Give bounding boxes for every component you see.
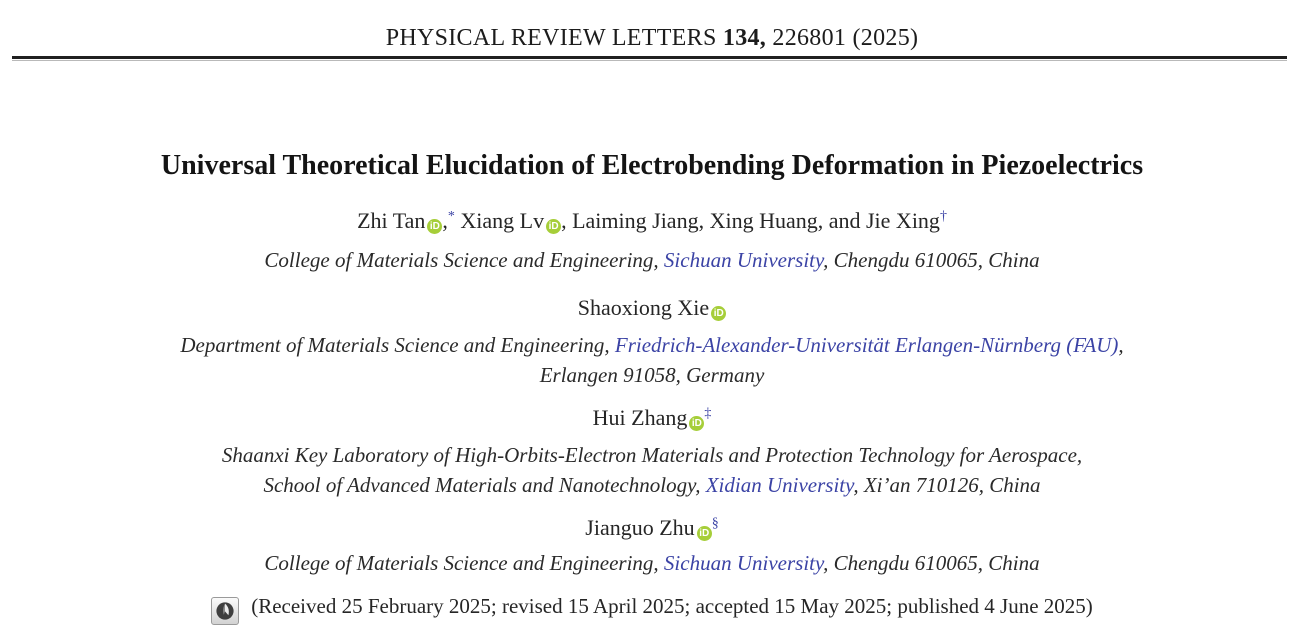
journal-article-number: 226801 (2025) [766, 25, 919, 51]
affiliation-text: School of Advanced Materials and Nanotechnology, [263, 473, 706, 497]
orcid-icon[interactable]: iD [697, 526, 712, 541]
affiliation-text: College of Materials Science and Engineering, [264, 248, 664, 272]
history-text: (Received 25 February 2025; revised 15 April 2025; accepted 15 May 2025; published 4 June 2025) [251, 594, 1093, 618]
affiliation-3-line-2 [0, 470, 1304, 500]
chorus-icon[interactable] [211, 597, 239, 625]
author-name: Xiang Lv [454, 208, 545, 233]
footnote-section-link[interactable]: § [711, 516, 719, 531]
affiliation-text: , [1118, 333, 1124, 357]
affiliation-4 [0, 548, 1304, 578]
author-byline-group-1 [0, 206, 1304, 236]
affiliation-2-line-1 [0, 330, 1304, 360]
paper-title: Universal Theoretical Elucidation of Electrobending Deformation in Piezoelectrics [160, 150, 1144, 181]
affiliation-2-line-2: Erlangen 91058, Germany [539, 363, 765, 387]
affiliation-1 [0, 245, 1304, 275]
orcid-icon[interactable]: iD [546, 219, 561, 234]
institution-link[interactable]: Xidian University [705, 473, 854, 497]
footnote-dagger-link[interactable]: † [939, 209, 947, 224]
author-name: Shaoxiong Xie [577, 295, 710, 320]
journal-name: PHYSICAL REVIEW LETTERS [385, 25, 723, 51]
author-name: Zhi Tan [357, 208, 426, 233]
institution-link[interactable]: Friedrich-Alexander-Universität Erlangen-Nürnberg (FAU) [614, 333, 1119, 357]
journal-volume: 134, [722, 25, 767, 51]
author-name: Jianguo Zhu [585, 515, 695, 540]
header-rule [12, 56, 1287, 59]
orcid-icon[interactable]: iD [689, 416, 704, 431]
author-names-rest: , Laiming Jiang, Xing Huang, and Jie Xing [561, 208, 940, 233]
affiliation-3-line-1: Shaanxi Key Laboratory of High-Orbits-Electron Materials and Protection Technology for Aerospace, [221, 443, 1083, 467]
publication-history [0, 590, 1304, 625]
author-separator: , [442, 208, 448, 233]
author-byline-group-2 [0, 293, 1304, 323]
institution-link[interactable]: Sichuan University [663, 551, 824, 575]
orcid-icon[interactable]: iD [711, 306, 726, 321]
author-byline-group-4 [0, 513, 1304, 543]
affiliation-text: , Chengdu 610065, China [823, 551, 1040, 575]
affiliation-text: College of Materials Science and Engineering, [264, 551, 664, 575]
affiliation-text: , Chengdu 610065, China [823, 248, 1040, 272]
affiliation-text: Department of Materials Science and Engineering, [180, 333, 615, 357]
orcid-icon[interactable]: iD [427, 219, 442, 234]
footnote-double-dagger-link[interactable]: ‡ [704, 406, 712, 421]
author-byline-group-3 [0, 403, 1304, 433]
author-name: Hui Zhang [592, 405, 688, 430]
journal-running-header [0, 23, 1304, 53]
affiliation-text: , Xi’an 710126, China [853, 473, 1041, 497]
footnote-asterisk-link[interactable]: * [447, 209, 455, 224]
institution-link[interactable]: Sichuan University [663, 248, 824, 272]
